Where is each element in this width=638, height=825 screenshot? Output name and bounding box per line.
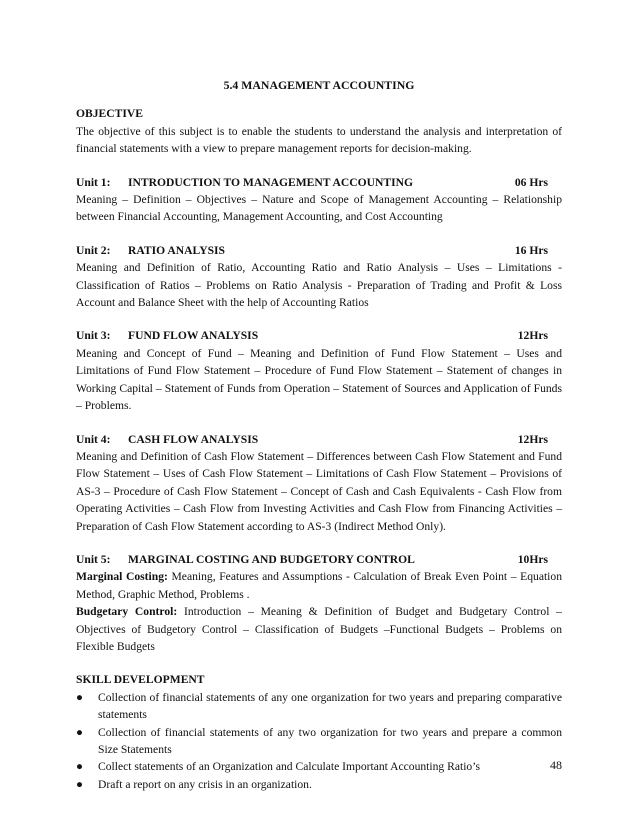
skill-list bbox=[76, 689, 562, 793]
unit-1-body: Meaning – Definition – Objectives – Nature and Scope of Management Accounting – Relationship between Financial Accounting, Management Accounting, and Cost Accounting bbox=[76, 193, 562, 224]
list-item bbox=[76, 758, 562, 775]
spacer bbox=[76, 311, 562, 327]
unit-3-body: Meaning and Concept of Fund – Meaning and Definition of Fund Flow Statement – Uses and Limitations of Fund Flow Statement – Procedure of Fund Flow Statement – Statement of changes in Working Capital – Statement of Funds from Operation – Statement of Sources and Application of Funds – Problems. bbox=[76, 346, 562, 413]
unit-4-heading bbox=[76, 431, 562, 448]
budgetary-control-text: Introduction – Meaning & Definition of Budget and Budgetary Control – Objectives of Budgetory Control – Classification of Budgets –Functional Budgets – Problems on Flexible Budgets bbox=[76, 605, 562, 653]
objective-heading: OBJECTIVE bbox=[76, 107, 144, 121]
unit-hours: 10Hrs bbox=[517, 552, 548, 566]
unit-number: Unit 1: bbox=[76, 175, 111, 189]
unit-number: Unit 3: bbox=[76, 329, 111, 343]
budgetary-control-paragraph bbox=[76, 603, 562, 655]
unit-4-body: Meaning and Definition of Cash Flow Statement – Differences between Cash Flow Statement and Fund Flow Statement – Uses of Cash Flow Statement – Limitations of Cash Flow Statement – Provisions of AS-3 – Procedure of Cash Flow Statement – Concept of Cash and Cash Equivalents - Cash Flow from Operating Activities – Cash Flow from Investing Activities and Cash Flow from Financing Activities – Preparation of Cash Flow Statement according to AS-3 (Indirect Method Only). bbox=[76, 449, 562, 533]
spacer bbox=[76, 655, 562, 671]
spacer bbox=[76, 535, 562, 551]
budgetary-control-label: Budgetary Control: bbox=[76, 605, 178, 619]
unit-3-heading bbox=[76, 327, 562, 344]
unit-5-heading bbox=[76, 551, 562, 568]
page-title: 5.4 MANAGEMENT ACCOUNTING bbox=[223, 78, 415, 92]
unit-number: Unit 4: bbox=[76, 432, 111, 446]
bullet-icon: ● bbox=[76, 760, 84, 774]
skill-development-heading: SKILL DEVELOPMENT bbox=[76, 673, 205, 687]
unit-hours: 12Hrs bbox=[517, 329, 548, 343]
list-item bbox=[76, 724, 562, 759]
list-item-text: Draft a report on any crisis in an organization. bbox=[98, 777, 312, 791]
bullet-icon: ● bbox=[76, 725, 84, 739]
list-item-text: Collection of financial statements of any one organization for two years and preparing comparative statements bbox=[98, 690, 562, 722]
unit-title: MARGINAL COSTING AND BUDGETORY CONTROL bbox=[128, 552, 415, 566]
bullet-icon: ● bbox=[76, 777, 84, 791]
unit-title: INTRODUCTION TO MANAGEMENT ACCOUNTING bbox=[128, 175, 414, 189]
list-item-text: Collection of financial statements of any two organization for two years and prepare a common Size Statements bbox=[98, 725, 562, 756]
list-item bbox=[76, 776, 562, 793]
unit-2-heading bbox=[76, 242, 562, 259]
unit-1-heading bbox=[76, 174, 562, 191]
spacer bbox=[76, 415, 562, 431]
unit-hours: 06 Hrs bbox=[514, 175, 548, 189]
bullet-icon: ● bbox=[76, 690, 84, 704]
objective-text: The objective of this subject is to enable the students to understand the analysis and interpretation of financial statements with a view to prepare management reports for decision-making. bbox=[76, 124, 562, 156]
unit-hours: 12Hrs bbox=[517, 432, 548, 446]
spacer bbox=[76, 158, 562, 174]
unit-number: Unit 2: bbox=[76, 243, 111, 257]
list-item bbox=[76, 689, 562, 724]
unit-2-body: Meaning and Definition of Ratio, Accounting Ratio and Ratio Analysis – Uses – Limitations - Classification of Ratios – Problems on Ratio Analysis - Preparation of Trading and Profit & Loss Account and Balance Sheet with the help of Accounting Ratios bbox=[76, 261, 562, 310]
page-number: 48 bbox=[550, 758, 562, 772]
marginal-costing-paragraph bbox=[76, 568, 562, 603]
unit-hours: 16 Hrs bbox=[514, 243, 548, 257]
unit-title: FUND FLOW ANALYSIS bbox=[128, 329, 259, 343]
unit-number: Unit 5: bbox=[76, 552, 111, 566]
marginal-costing-text: Meaning, Features and Assumptions - Calculation of Break Even Point – Equation Method, Graphic Method, Problems . bbox=[76, 570, 563, 601]
spacer bbox=[76, 226, 562, 242]
page-content bbox=[76, 77, 562, 793]
list-item-text: Collect statements of an Organization and Calculate Important Accounting Ratio’s bbox=[98, 760, 480, 774]
marginal-costing-label: Marginal Costing: bbox=[76, 570, 168, 584]
unit-title: RATIO ANALYSIS bbox=[128, 243, 225, 257]
unit-title: CASH FLOW ANALYSIS bbox=[128, 432, 259, 446]
